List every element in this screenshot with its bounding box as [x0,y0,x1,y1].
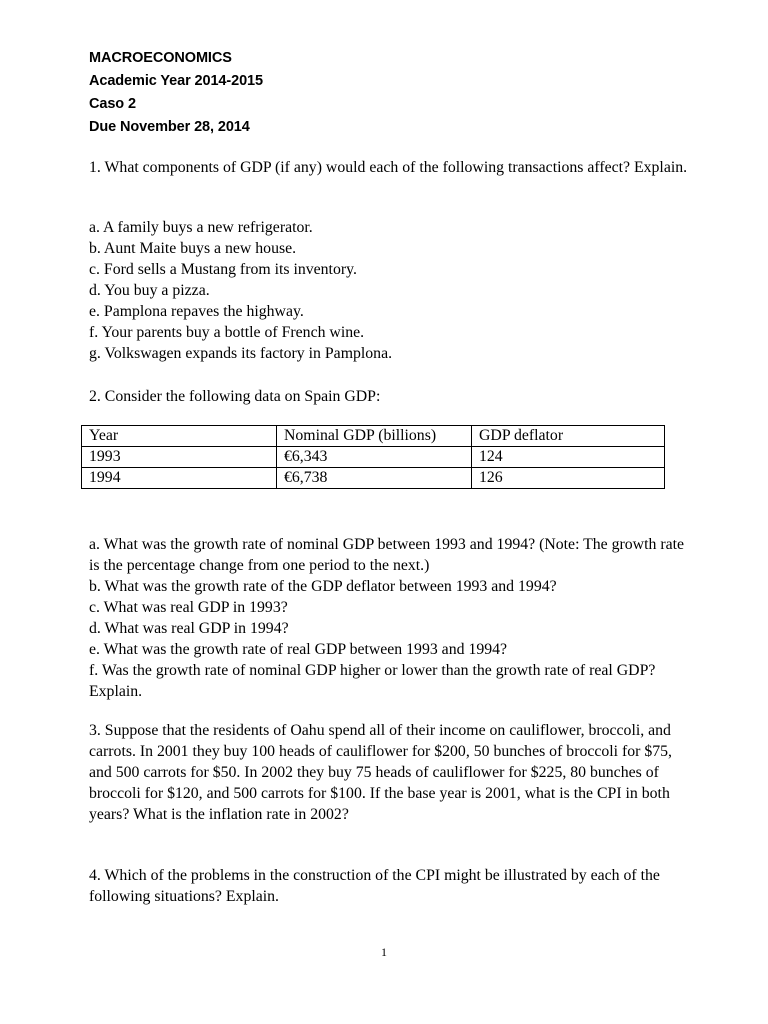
page-number: 1 [381,945,387,959]
question-2-items [89,534,689,702]
table-cell: €6,343 [277,447,472,468]
table-header-cell: Year [82,426,277,447]
question-2-text: 2. Consider the following data on Spain GDP: [89,388,381,405]
list-item: c. Ford sells a Mustang from its inventory. [89,261,357,278]
question-3-text: 3. Suppose that the residents of Oahu spend all of their income on cauliflower, broccoli, and carrots. In 2001 they buy 100 heads of cauliflower for $200, 50 bunches of broccoli for $75, and 500 carrots for $50. In 2002 they buy 75 heads of cauliflower for $225, 80 bunches of broccoli for $120, and 500 carrots for $100. If the base year is 2001, what is the CPI in both years? What is the inflation rate in 2002? [89,722,673,823]
list-item: a. A family buys a new refrigerator. [89,219,313,236]
question-4 [89,865,689,907]
table-cell: €6,738 [277,468,472,489]
question-1-text: 1. What components of GDP (if any) would each of the following transactions affect? Explain. [89,159,688,176]
list-item: b. Aunt Maite buys a new house. [89,240,297,257]
document-header [89,47,263,139]
question-1 [89,156,689,179]
list-item: f. Your parents buy a bottle of French wine. [89,324,365,341]
list-item: b. What was the growth rate of the GDP deflator between 1993 and 1994? [89,578,557,595]
list-item: f. Was the growth rate of nominal GDP higher or lower than the growth rate of real GDP? Explain. [89,662,656,700]
question-3 [89,720,689,825]
table-header-row [82,426,665,447]
question-2 [89,386,689,407]
question-4-text: 4. Which of the problems in the construction of the CPI might be illustrated by each of the following situations? Explain. [89,867,660,905]
case-number: Caso 2 [89,96,136,112]
list-item: g. Volkswagen expands its factory in Pamplona. [89,345,393,362]
list-item: d. You buy a pizza. [89,282,210,299]
list-item: c. What was real GDP in 1993? [89,599,288,616]
table-header-cell: Nominal GDP (billions) [277,426,472,447]
due-date: Due November 28, 2014 [89,119,250,135]
table-row [82,447,665,468]
table-cell: 126 [472,468,665,489]
table-cell: 1993 [82,447,277,468]
table-cell: 124 [472,447,665,468]
table-header-cell: GDP deflator [472,426,665,447]
list-item: d. What was real GDP in 1994? [89,620,289,637]
list-item: a. What was the growth rate of nominal GDP between 1993 and 1994? (Note: The growth rate is the percentage change from one period to the next.) [89,536,684,574]
list-item: e. What was the growth rate of real GDP between 1993 and 1994? [89,641,508,658]
academic-year: Academic Year 2014-2015 [89,73,263,89]
course-title: MACROECONOMICS [89,50,232,66]
table-row [82,468,665,489]
list-item: e. Pamplona repaves the highway. [89,303,304,320]
gdp-data-table [81,425,665,489]
question-1-items [89,217,689,364]
table-cell: 1994 [82,468,277,489]
